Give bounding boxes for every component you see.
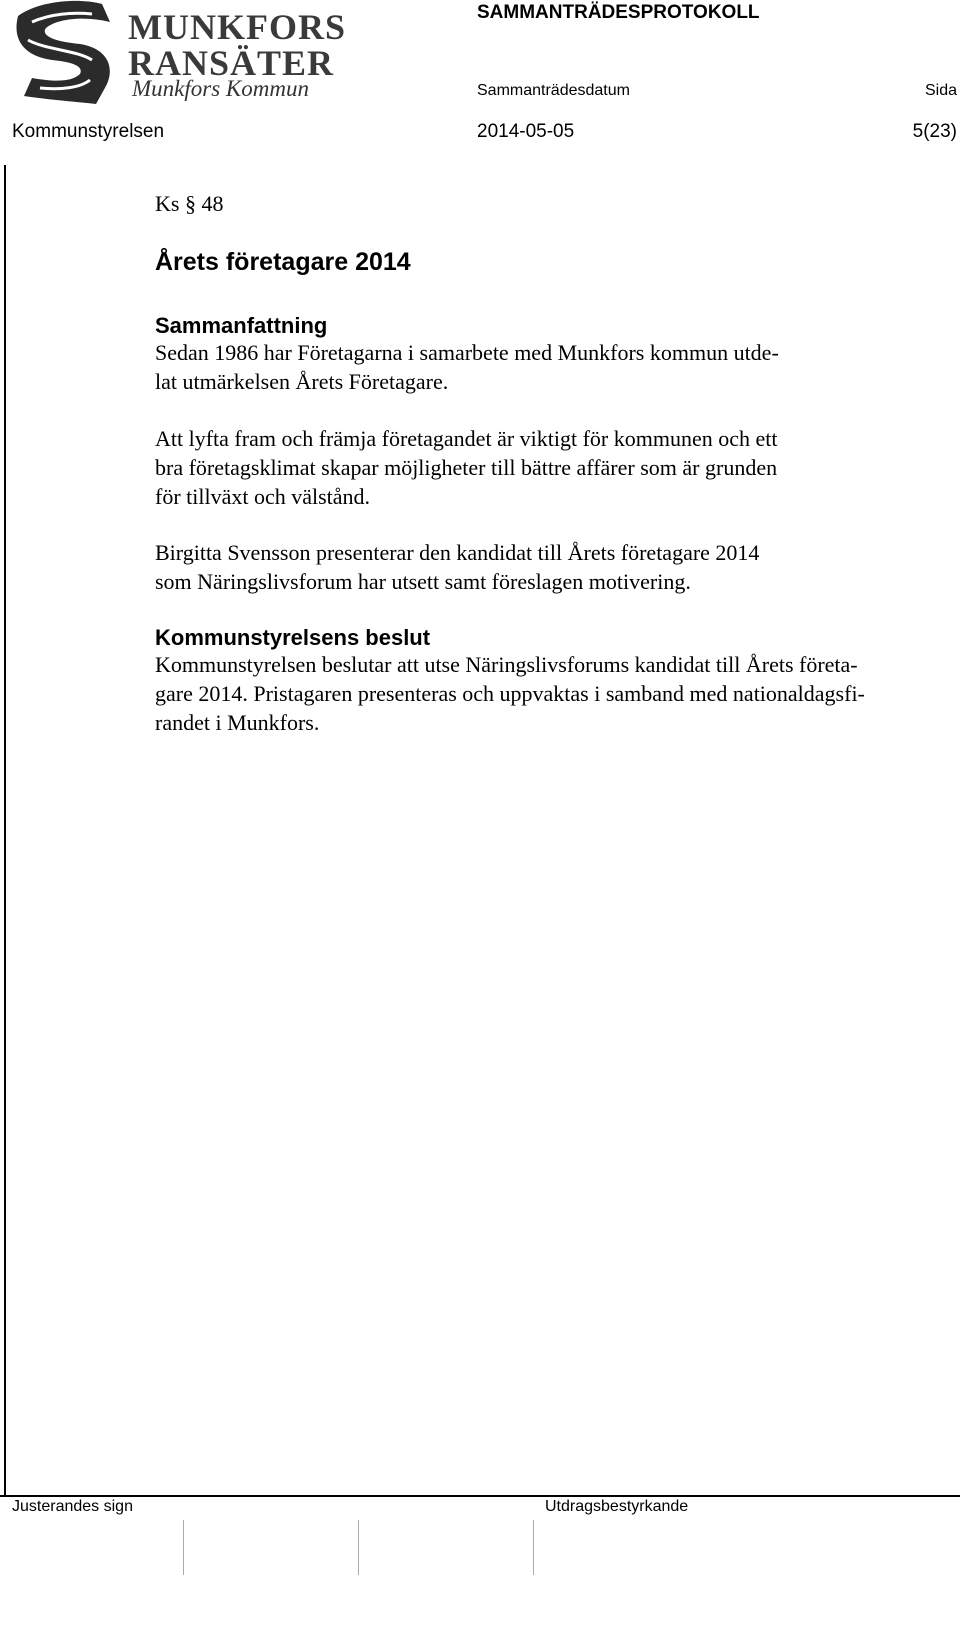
signature-box-divider xyxy=(358,1520,359,1575)
signature-box-divider xyxy=(183,1520,184,1575)
logo-line-ransater: RANSÄTER xyxy=(128,43,335,83)
body-name: Kommunstyrelsen xyxy=(12,121,165,142)
meeting-date: 2014-05-05 xyxy=(477,121,575,142)
signature-box-divider xyxy=(533,1520,534,1575)
document-type: SAMMANTRÄDESPROTOKOLL xyxy=(477,2,760,23)
decision-heading: Kommunstyrelsens beslut xyxy=(155,625,431,650)
extract-certification-label: Utdragsbestyrkande xyxy=(545,1498,689,1515)
municipality-logo xyxy=(10,0,346,110)
summary-paragraph: Sedan 1986 har Företagarna i samarbete med Munkfors kommun utde- lat utmärkelsen Årets Företagare. xyxy=(155,340,779,394)
logo-line-munkfors: MUNKFORS xyxy=(128,7,346,47)
page-number: 5(23) xyxy=(912,121,957,142)
summary-heading: Sammanfattning xyxy=(155,313,328,338)
paragraph-reference: Ks § 48 xyxy=(155,191,224,216)
page-label: Sida xyxy=(924,82,957,99)
footer-rule xyxy=(0,1495,960,1497)
left-margin-rule xyxy=(4,165,6,1495)
river-emblem-icon xyxy=(10,0,122,108)
meeting-date-label: Sammanträdesdatum xyxy=(477,82,630,99)
logo-line-kommun: Munkfors Kommun xyxy=(132,76,309,101)
justifier-signature-label: Justerandes sign xyxy=(12,1498,133,1515)
summary-paragraph: Att lyfta fram och främja företagandet är viktigt för kommunen och ett bra företagsklimat skapar möjligheter till bättre affärer som är grunden för tillväxt och välstånd. xyxy=(155,426,778,509)
decision-text: Kommunstyrelsen beslutar att utse Näringslivsforums kandidat till Årets företa- gare 2014. Pristagaren presenteras och uppvaktas i samband med nationaldagsfi- randet i Munkfors. xyxy=(155,652,865,735)
summary-paragraph: Birgitta Svensson presenterar den kandidat till Årets företagare 2014 som Näringslivsforum har utsett samt föreslagen motivering. xyxy=(155,540,760,594)
item-title: Årets företagare 2014 xyxy=(155,248,411,276)
